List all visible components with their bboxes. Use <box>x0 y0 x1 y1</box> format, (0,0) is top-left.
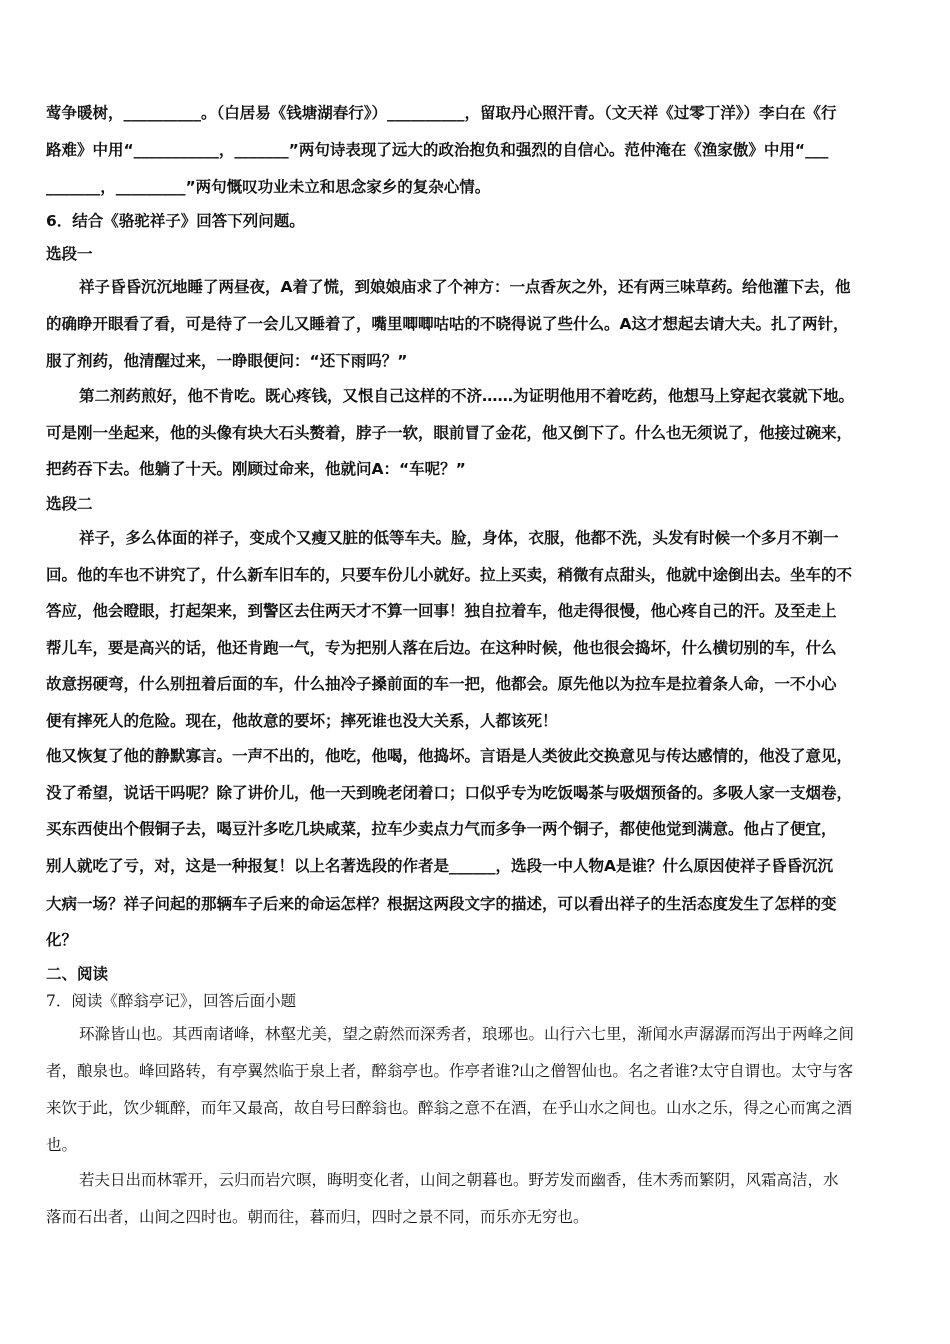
q7-passage-line: 落而石出者，山间之四时也。朝而往，暮而归，四时之景不同，而乐亦无穷也。 <box>46 1208 589 1226</box>
seg2-line: 祥子，多么体面的祥子，变成个又瘦又脏的低等车夫。脸，身体，衣服，他都不洗，头发有时候一个多月不剃一 <box>79 529 839 547</box>
segment-1-label: 选段一 <box>46 245 93 263</box>
seg2-line: 答应，他会瞪眼，打起架来，到警区去住两天才不算一回事！独自拉着车，他走得很慢，他心疼自己的汗。及至走上 <box>46 602 837 620</box>
segment-2-label: 选段二 <box>46 495 93 513</box>
seg1-line: 祥子昏昏沉沉地睡了两昼夜，A着了慌，到娘娘庙求了个神方：一点香灰之外，还有两三味草药。给他灌下去，他 <box>79 278 851 296</box>
q7-passage-line: 者，酿泉也。峰回路转，有亭翼然临于泉上者，醉翁亭也。作亭者谁?山之僧智仙也。名之者谁?太守自谓也。太守与客 <box>46 1062 854 1080</box>
seg2-line: 没了希望，说话干吗呢？除了讲价儿，他一天到晚老闭着口；口似乎专为吃饭喝茶与吸烟预备的。多吸人家一支烟卷， <box>46 784 853 802</box>
seg2-line: 故意拐硬弯，什么别扭着后面的车，什么抽冷子搡前面的车一把，他都会。原先他以为拉车是拉着条人命，一不小心 <box>46 675 837 693</box>
q7-passage-line: 来饮于此，饮少辄醉，而年又最高，故自号曰醉翁也。醉翁之意不在酒，在乎山水之间也。山水之乐，得之心而寓之酒 <box>46 1099 853 1117</box>
seg2-line: 买东西使出个假铜子去，喝豆汁多吃几块咸菜，拉车少卖点力气而多争一两个铜子，都使他觉到满意。他占了便宜， <box>46 820 837 838</box>
seg2-line: 别人就吃了亏，对，这是一种报复！以上名著选段的作者是______，选段一中人物A是谁？什么原因使祥子昏昏沉沉 <box>46 857 833 875</box>
seg2-line: 帮儿车，要是高兴的话，他还肯跑一气，专为把别人落在后边。在这种时候，他也很会捣坏，什么横切别的车，什么 <box>46 639 837 657</box>
seg2-line: 他又恢复了他的静默寡言。一声不出的，他吃，他喝，他捣坏。言语是人类彼此交换意见与传达感情的，他没了意见， <box>46 747 853 765</box>
seg1-line: 第二剂药煎好，他不肯吃。既心疼钱，又恨自己这样的不济……为证明他用不着吃药，他想马上穿起衣裳就下地。 <box>79 387 855 405</box>
seg1-line: 的确睁开眼看了看，可是待了一会儿又睡着了，嘴里唧唧咕咕的不晓得说了些什么。A这才想起去请大夫。扎了两针， <box>46 315 849 333</box>
poetry-line-3: _______，_________”两句慨叹功业未立和思念家乡的复杂心情。 <box>46 178 491 196</box>
seg2-line: 化？ <box>46 931 78 949</box>
section-2-title: 二、阅读 <box>46 965 109 983</box>
poetry-line-2: 路难》中用“___________，_______”两句诗表现了远大的政治抱负和强烈的自信心。范仲淹在《渔家傲》中用“___ <box>46 141 829 159</box>
q7-passage-line: 若夫日出而林霏开，云归而岩穴暝，晦明变化者，山间之朝暮也。野芳发而幽香，佳木秀而繁阴，风霜高洁，水 <box>79 1171 839 1189</box>
seg2-line: 大病一场？祥子问起的那辆车子后来的命运怎样？根据这两段文字的描述，可以看出祥子的生活态度发生了怎样的变 <box>46 895 837 913</box>
seg2-line: 便有摔死人的危险。现在，他故意的要坏；摔死谁也没大关系，人都该死！ <box>46 712 558 730</box>
seg1-line: 把药吞下去。他躺了十天。刚顾过命来，他就问A：“车呢？” <box>46 460 466 478</box>
seg2-line: 回。他的车也不讲究了，什么新车旧车的，只要车份儿小就好。拉上买卖，稍微有点甜头，他就中途倒出去。坐车的不 <box>46 566 853 584</box>
poetry-line-1: 莺争暖树，__________。（白居易《钱塘湖春行》）__________，留取丹心照汗青。（文天祥《过零丁洋》）李白在《行 <box>46 104 837 122</box>
q7-passage-line: 环滁皆山也。其西南诸峰，林壑尤美，望之蔚然而深秀者，琅琊也。山行六七里，渐闻水声潺潺而泻出于两峰之间 <box>79 1025 855 1043</box>
q7-passage-line: 也。 <box>46 1136 78 1154</box>
question-6-title: 6．结合《骆驼祥子》回答下列问题。 <box>46 212 305 230</box>
seg1-line: 服了剂药，他清醒过来，一睁眼便问：“还下雨吗？” <box>46 352 408 370</box>
seg1-line: 可是刚一坐起来，他的头像有块大石头赘着，脖子一软，眼前冒了金花，他又倒下了。什么也无须说了，他接过碗来， <box>46 424 853 442</box>
question-7-title: 7．阅读《醉翁亭记》，回答后面小题 <box>46 992 297 1010</box>
